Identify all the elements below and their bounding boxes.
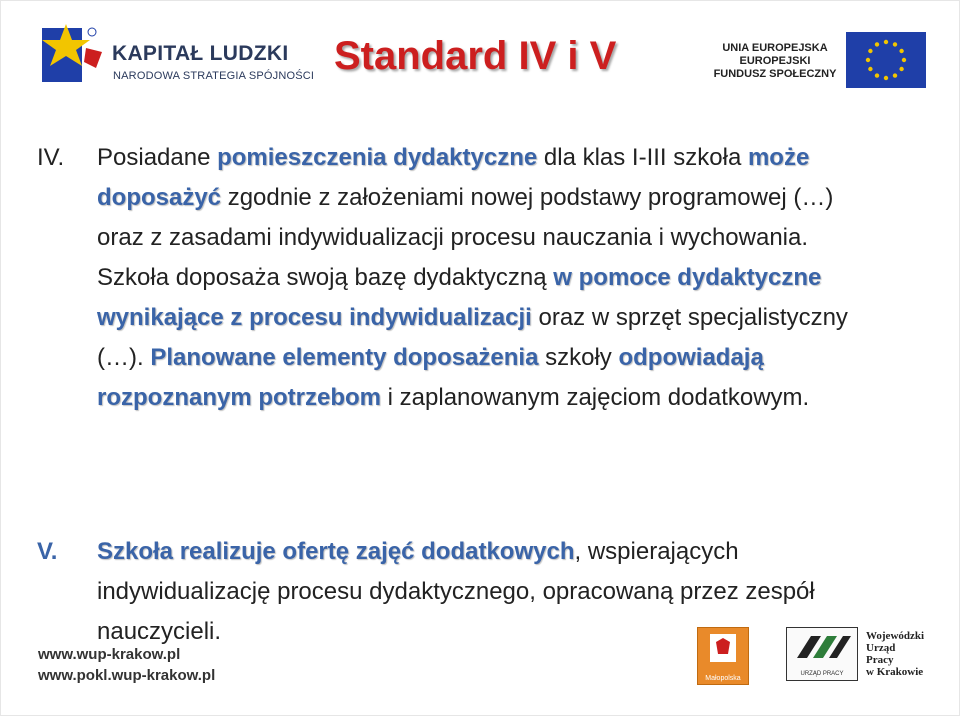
wup-line-3: Pracy bbox=[866, 654, 894, 666]
standard-iv-text bbox=[97, 138, 877, 418]
iv-highlight-odpowiadaja: odpowiadają rozpoznanym potrzebom bbox=[97, 344, 764, 411]
wup-line-1: Wojewódzki bbox=[866, 630, 925, 642]
standard-v-number: V. bbox=[37, 538, 58, 565]
kapital-ludzki-star-icon bbox=[36, 18, 106, 90]
footer-link-pokl[interactable]: www.pokl.wup-krakow.pl bbox=[38, 667, 216, 684]
v-text-2: , wspierających indywidualizację procesu dydaktycznego, opracowaną przez zespół nauczycieli. bbox=[97, 538, 815, 645]
standard-v-text bbox=[97, 532, 877, 652]
eu-logo-text bbox=[712, 42, 838, 81]
malopolska-label: Małopolska bbox=[705, 675, 741, 682]
iv-text-11: i zaplanowanym zajęciom dodatkowym. bbox=[381, 384, 810, 411]
eu-line-3: FUNDUSZ SPOŁECZNY bbox=[713, 68, 837, 80]
iv-text-7: oraz w sprzęt specjalistyczny (…). bbox=[97, 304, 848, 371]
eu-flag-icon bbox=[846, 32, 926, 88]
wup-krakow-logo-text bbox=[866, 630, 924, 678]
malopolska-logo bbox=[697, 627, 749, 685]
kapital-ludzki-subtitle: NARODOWA STRATEGIA SPÓJNOŚCI bbox=[113, 70, 315, 82]
urzad-pracy-icon bbox=[787, 628, 857, 666]
eu-line-1: UNIA EUROPEJSKA bbox=[722, 42, 828, 54]
eu-line-2: EUROPEJSKI bbox=[739, 55, 811, 67]
iv-highlight-moze-doposazyc: może doposażyć bbox=[97, 144, 810, 211]
iv-highlight-pomieszczenia: pomieszczenia dydaktyczne bbox=[217, 144, 538, 171]
iv-highlight-planowane: Planowane elementy doposażenia bbox=[150, 344, 539, 371]
iv-text-3: dla klas I-III szkoła bbox=[537, 144, 748, 171]
kapital-ludzki-logo bbox=[36, 18, 315, 90]
v-highlight-szkola-realizuje: Szkoła realizuje ofertę zajęć dodatkowych bbox=[97, 538, 575, 565]
standard-iv-number: IV. bbox=[37, 144, 65, 171]
iv-highlight-pomoce: w pomoce dydaktyczne wynikające z procesu indywidualizacji bbox=[97, 264, 822, 331]
footer-link-wup[interactable]: www.wup-krakow.pl bbox=[38, 646, 181, 663]
iv-text-1: Posiadane bbox=[97, 144, 218, 171]
urzad-pracy-logo bbox=[786, 627, 858, 681]
page-title: Standard IV i V bbox=[334, 34, 617, 78]
iv-text-9: szkoły bbox=[538, 344, 619, 371]
kapital-ludzki-title: KAPITAŁ LUDZKI bbox=[112, 42, 289, 65]
urzad-pracy-label: URZĄD PRACY bbox=[800, 671, 844, 677]
iv-text-5: zgodnie z założeniami nowej podstawy programowej (…) oraz z zasadami indywidualizacji procesu nauczania i wychowania. Szkoła doposaża swoją bazę dydaktyczną bbox=[97, 184, 834, 291]
malopolska-emblem-icon bbox=[698, 628, 748, 668]
footer-links bbox=[38, 644, 215, 686]
wup-line-4: w Krakowie bbox=[866, 666, 924, 678]
wup-line-2: Urząd bbox=[866, 642, 896, 654]
